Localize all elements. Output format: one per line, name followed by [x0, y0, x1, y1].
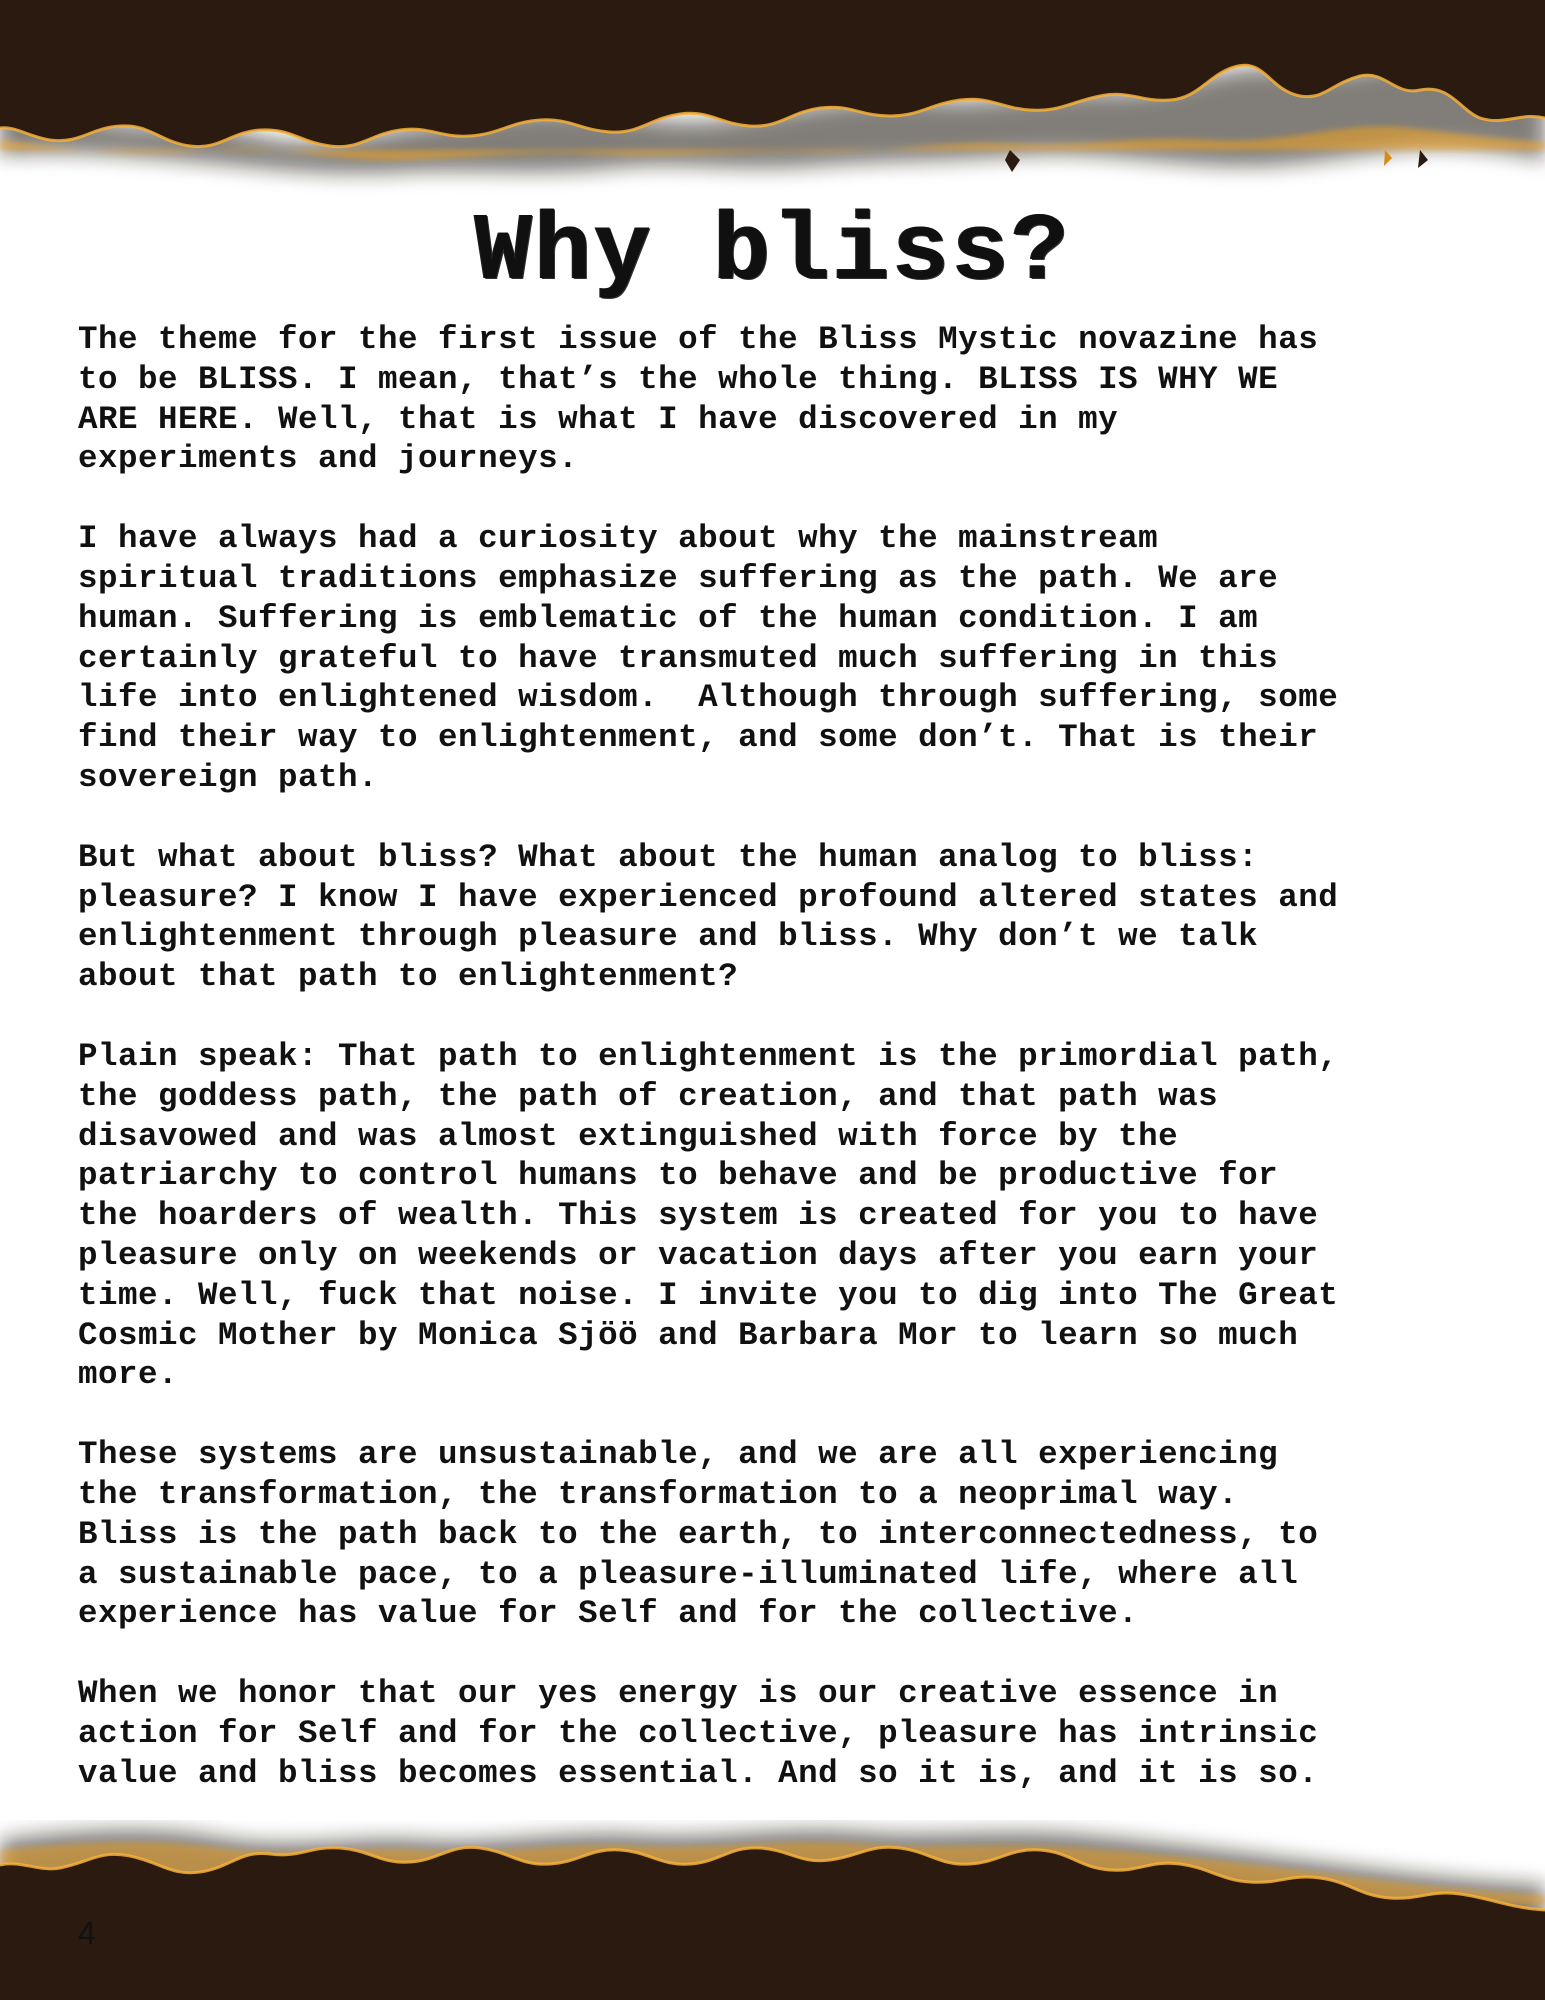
page-number: 4: [78, 1915, 96, 1951]
paragraph: The theme for the first issue of the Bliss Mystic novazine has to be BLISS. I mean, that’s the whole thing. BLISS IS WHY WE ARE HERE. Well, that is what I have discovered in my experiments and journeys.: [78, 321, 1319, 478]
page-title: Why bliss?: [474, 198, 1071, 307]
burnt-edge-top: [0, 0, 1545, 230]
paragraph: Plain speak: That path to enlightenment is the primordial path, the goddess path, the path of creation, and that path was disavowed and was almost extinguished with force by the patriarchy to control humans to behave and be productive for the hoarders of wealth. This system is created for you to have pleasure only on weekends or vacation days after you earn your time. Well, fuck that noise. I invite you to dig into The Great Cosmic Mother by Monica Sjöö and Barbara Mor to learn so much more.: [78, 1037, 1339, 1394]
paragraph: But what about bliss? What about the human analog to bliss: pleasure? I know I have experienced profound altered states and enlightenment through pleasure and bliss. Why don’t we talk about that path to enlightenment?: [78, 838, 1339, 996]
article-body: [78, 320, 1478, 1834]
paragraph: These systems are unsustainable, and we are all experiencing the transformation, the transformation to a neoprimal way. Bliss is the path back to the earth, to interconnectedness, to a sustainable pace, to a pleasure-illuminated life, where all experience has value for Self and for the collective.: [78, 1436, 1319, 1633]
burnt-edge-bottom: [0, 1820, 1545, 2000]
paragraph: When we honor that our yes energy is our creative essence in action for Self and for the collective, pleasure has intrinsic value and bliss becomes essential. And so it is, and it is so.: [78, 1675, 1319, 1792]
paragraph: I have always had a curiosity about why the mainstream spiritual traditions emphasize suffering as the path. We are human. Suffering is emblematic of the human condition. I am certainly grateful to have transmuted much suffering in this life into enlightened wisdom. Although through suffering, some find their way to enlightenment, and some don’t. That is their sovereign path.: [78, 520, 1339, 796]
